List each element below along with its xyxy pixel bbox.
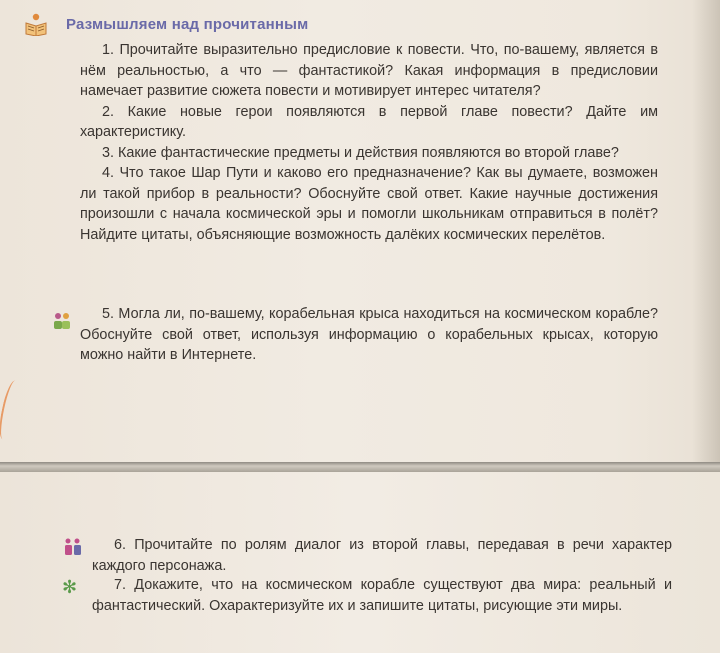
page-gap (0, 462, 720, 472)
star-task-icon: ✻ (62, 577, 78, 597)
section-header (24, 12, 308, 36)
question-3: 3. Какие фантастические предметы и действия появляются во второй главе? (102, 144, 619, 161)
question-2: 2. Какие новые герои появляются в первой главе повести? Дайте им характеристику. (80, 103, 658, 140)
question-5: 5. Могла ли, по-вашему, корабельная крыса находиться на космическом корабле? Обоснуйте свой ответ, используя информацию о корабельных крысах, которую можно найти в Интернете. (80, 306, 658, 363)
pair-work-icon (52, 312, 72, 330)
page-edge-shadow (692, 0, 720, 462)
questions-block-4 (92, 575, 672, 616)
question-4: 4. Что такое Шар Пути и каково его предназначение? Как вы думаете, возможен ли такой прибор в реальности? Обоснуйте свой ответ. Какие научные достижения произошли с начала космической эры и помогли школьникам отправиться в полёт? Найдите цитаты, объясняющие возможность далёких космических перелётов. (80, 165, 658, 243)
question-7: 7. Докажите, что на космическом корабле существуют два мира: реальный и фантастический. Охарактеризуйте их и запишите цитаты, рисующие эти миры. (92, 577, 672, 614)
section-title: Размышляем над прочитанным (66, 15, 309, 33)
question-1: 1. Прочитайте выразительно предисловие к повести. Что, по-вашему, является в нём реальностью, а что — фантастикой? Какая информация в предисловии намечает развитие сюжета повести и мотивирует интерес читателя? (80, 42, 658, 99)
questions-block-2 (80, 304, 658, 366)
book-reading-icon (24, 12, 48, 36)
questions-block-3 (92, 535, 672, 576)
questions-block-1 (80, 40, 658, 245)
roles-reading-icon (64, 538, 82, 556)
question-6: 6. Прочитайте по ролям диалог из второй главы, передавая в речи характер каждого персонажа. (92, 537, 672, 574)
